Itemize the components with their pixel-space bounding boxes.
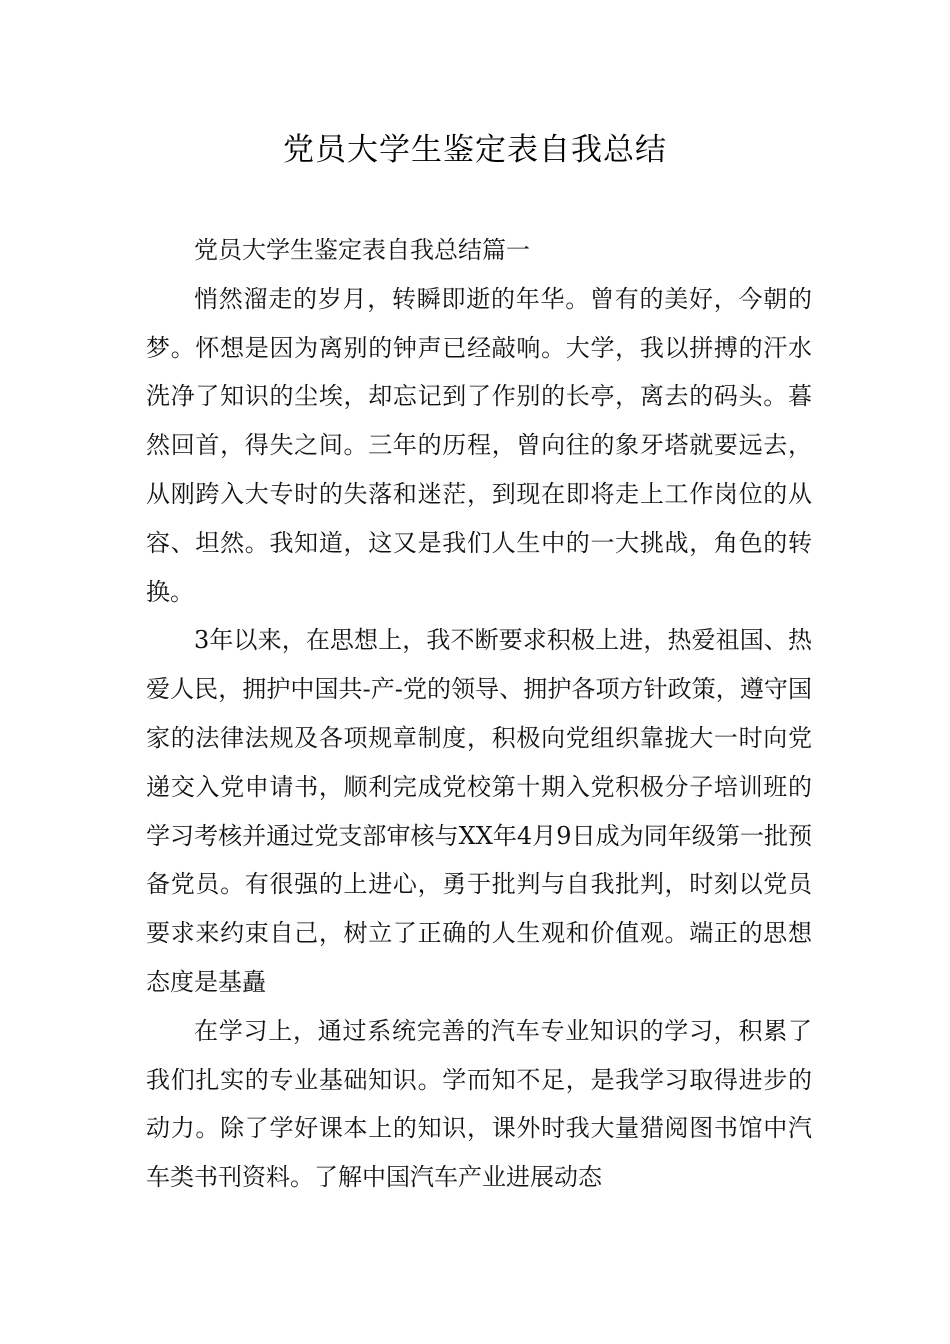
paragraph-3: 在学习上，通过系统完善的汽车专业知识的学习，积累了我们扎实的专业基础知识。学而知不足，是我学习取得进步的动力。除了学好课本上的知识，课外时我大量猎阅图书馆中汽车类书刊资料。了解中国汽车产业进展动态 (146, 1016, 812, 1192)
section-heading: 党员大学生鉴定表自我总结篇一 (194, 236, 530, 264)
paragraph-2: 3年以来，在思想上，我不断要求积极上进，热爱祖国、热爱人民，拥护中国共-产-党的领导、拥护各项方针政策，遵守国家的法律法规及各项规章制度，积极向党组织靠拢大一时向党递交入党申请书，顺利完成党校第十期入党积极分子培训班的学习考核并通过党支部审核与XX年4月9日成为同年级第一批预备党员。有很强的上进心，勇于批判与自我批判，时刻以党员要求来约束自己，树立了正确的人生观和价值观。端正的思想态度是基矗 (146, 626, 812, 996)
document-title: 党员大学生鉴定表自我总结 (283, 132, 667, 168)
paragraph-1: 悄然溜走的岁月，转瞬即逝的年华。曾有的美好，今朝的梦。怀想是因为离别的钟声已经敲响。大学，我以拼搏的汗水洗净了知识的尘埃，却忘记到了作别的长亭，离去的码头。暮然回首，得失之间。三年的历程，曾向往的象牙塔就要远去，从刚跨入大专时的失落和迷茫，到现在即将走上工作岗位的从容、坦然。我知道，这又是我们人生中的一大挑战，角色的转换。 (146, 284, 812, 606)
document-body (146, 226, 812, 1202)
